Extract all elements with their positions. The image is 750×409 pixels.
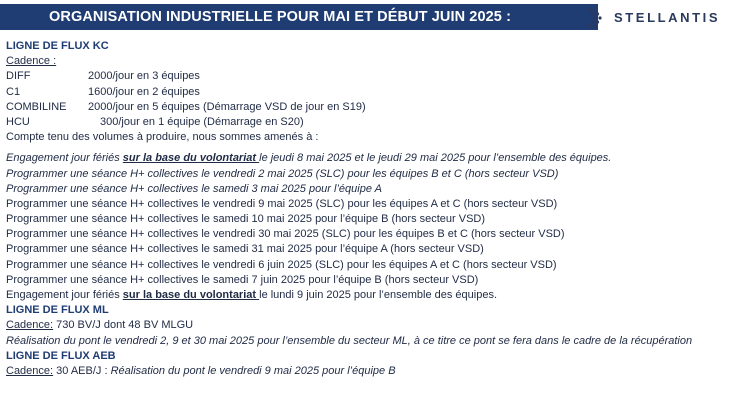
kc-row-value: 1600/jour en 2 équipes [88, 85, 200, 98]
session-line-2: Programmer une séance H+ collectives le vendredi 2 mai 2025 (SLC) pour les équipes B et C (hors secteur VSD) [6, 167, 559, 180]
volontariat-emphasis: sur la base du volontariat [122, 152, 260, 165]
kc-row-name: HCU [6, 115, 30, 128]
kc-row-c1 [6, 85, 746, 100]
aeb-heading: LIGNE DE FLUX AEB [6, 349, 116, 362]
kc-row-name: COMBILINE [6, 100, 67, 113]
session-text: le lundi 9 juin 2025 pour l’ensemble des équipes. [259, 289, 498, 301]
kc-row-name: C1 [6, 85, 21, 98]
stellantis-logo [586, 6, 746, 30]
session-line-7: Programmer une séance H+ collectives le samedi 31 mai 2025 pour l’équipe A (hors secteur VSD) [6, 243, 484, 256]
kc-intro: Compte tenu des volumes à produire, nous sommes amenés à : [6, 131, 319, 144]
kc-heading: LIGNE DE FLUX KC [6, 40, 109, 52]
ml-cadence-label: Cadence: [6, 319, 54, 332]
title-banner [0, 4, 598, 30]
aeb-cadence [6, 364, 746, 379]
volontariat-emphasis: sur la base du volontariat [122, 289, 260, 301]
session-line-5: Programmer une séance H+ collectives le samedi 10 mai 2025 pour l’équipe B (hors secteur VSD) [6, 213, 486, 226]
kc-row-combiline [6, 100, 746, 115]
session-line-6: Programmer une séance H+ collectives le vendredi 30 mai 2025 (SLC) pour les équipes B et C (hors secteur VSD) [6, 228, 565, 241]
session-text: le jeudi 8 mai 2025 et le jeudi 29 mai 2025 pour l’ensemble des équipes. [259, 152, 612, 165]
ml-cadence-value: 730 BV/J dont 48 BV MLGU [53, 319, 194, 332]
logo-text: STELLANTIS [614, 10, 721, 25]
session-line-1 [6, 151, 746, 166]
page-title: ORGANISATION INDUSTRIELLE POUR MAI ET DÉBUT JUIN 2025 : [49, 9, 512, 25]
aeb-note: Réalisation du pont le vendredi 9 mai 2025 pour l’équipe B [110, 364, 396, 377]
kc-row-diff [6, 69, 746, 84]
ml-note: Réalisation du pont le vendredi 2, 9 et 30 mai 2025 pour l’ensemble du secteur ML, à ce titre ce pont se fera dans le cadre de la récupération [6, 334, 693, 347]
ml-heading: LIGNE DE FLUX ML [6, 304, 109, 317]
session-line-10 [6, 288, 746, 303]
kc-row-value: 300/jour en 1 équipe (Démarrage en S20) [100, 115, 304, 128]
kc-cadence-label: Cadence : [6, 55, 57, 68]
stellantis-mark-icon [586, 6, 610, 28]
session-line-4: Programmer une séance H+ collectives le vendredi 9 mai 2025 (SLC) pour les équipes A et C (hors secteur VSD) [6, 197, 558, 210]
session-text: Engagement jour fériés [6, 152, 123, 165]
kc-row-value: 2000/jour en 5 équipes (Démarrage VSD de jour en S19) [88, 100, 366, 113]
kc-row-hcu [6, 115, 746, 130]
aeb-cadence-label: Cadence: [6, 364, 54, 377]
session-line-8: Programmer une séance H+ collectives le vendredi 6 juin 2025 (SLC) pour les équipes A et C (hors secteur VSD) [6, 258, 557, 271]
session-text: Engagement jour fériés [6, 289, 123, 301]
ml-cadence [6, 318, 746, 333]
document-body [6, 39, 746, 379]
kc-row-value: 2000/jour en 3 équipes [88, 70, 200, 83]
aeb-cadence-value: 30 AEB/J : [53, 364, 111, 377]
kc-row-name: DIFF [6, 70, 31, 83]
session-line-3: Programmer une séance H+ collectives le samedi 3 mai 2025 pour l’équipe A [6, 182, 382, 195]
session-line-9: Programmer une séance H+ collectives le samedi 7 juin 2025 pour l’équipe B (hors secteur VSD) [6, 273, 479, 286]
